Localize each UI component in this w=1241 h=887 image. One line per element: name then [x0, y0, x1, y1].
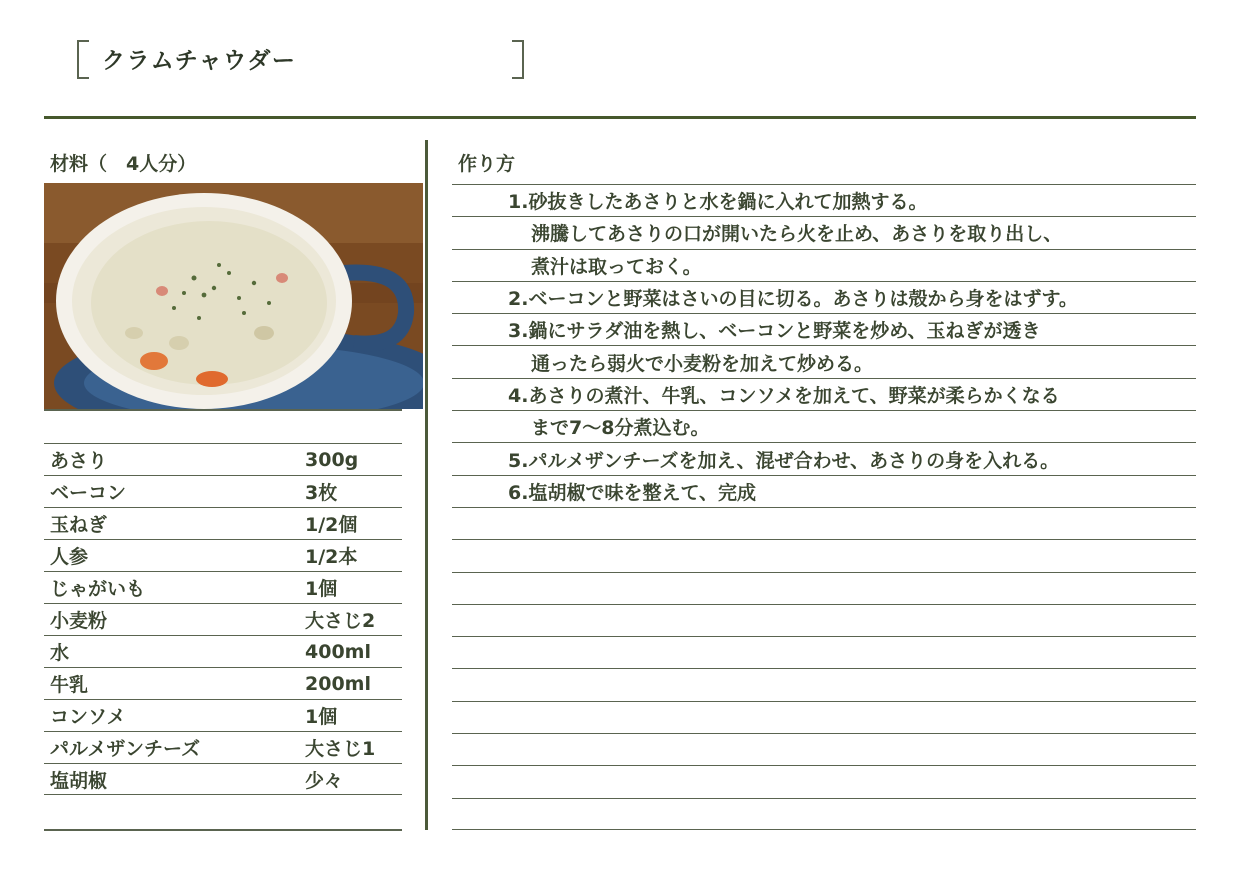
- method-steps: [452, 184, 1196, 830]
- step-line: 3.鍋にサラダ油を熱し、ベーコンと野菜を炒め、玉ねぎが透き: [452, 313, 1196, 345]
- ingredient-name: 塩胡椒: [50, 769, 108, 792]
- ingredient-qty: 1/2個: [305, 514, 358, 536]
- step-line: 6.塩胡椒で味を整えて、完成: [452, 475, 1196, 507]
- step-line: 4.あさりの煮汁、牛乳、コンソメを加えて、野菜が柔らかくなる: [452, 378, 1196, 410]
- step-line: 5.パルメザンチーズを加え、混ぜ合わせ、あさりの身を入れる。: [452, 442, 1196, 474]
- ingredient-name: じゃがいも: [50, 578, 146, 600]
- blank-line: [452, 798, 1196, 830]
- chowder-photo: [44, 183, 423, 409]
- ingredient-row: [44, 699, 402, 731]
- ingredient-row: [44, 667, 402, 699]
- ingredients-heading: 材料（ 4人分）: [50, 153, 197, 175]
- blank-line: [452, 604, 1196, 636]
- step-line: 煮汁は取っておく。: [452, 249, 1196, 281]
- title-bracket-right: [512, 40, 524, 79]
- step-line: 1.砂抜きしたあさりと水を鍋に入れて加熱する。: [452, 184, 1196, 216]
- method-heading: 作り方: [458, 153, 516, 175]
- ingredient-row: [44, 571, 402, 603]
- ingredient-qty: 1個: [305, 706, 338, 728]
- ingredient-qty: 1個: [305, 578, 338, 600]
- ingredient-qty: 300g: [305, 448, 359, 471]
- ingredient-qty: 400ml: [305, 640, 371, 663]
- ingredient-name: パルメザンチーズ: [50, 738, 201, 760]
- step-line: 沸騰してあさりの口が開いたら火を止め、あさりを取り出し、: [452, 216, 1196, 248]
- blank-line: [452, 636, 1196, 668]
- title-bracket-left: [77, 40, 89, 79]
- ingredient-row: [44, 443, 402, 475]
- ingredient-name: 水: [50, 642, 70, 664]
- ingredient-name: ベーコン: [50, 482, 127, 504]
- ingredient-qty: 200ml: [305, 672, 371, 695]
- blank-line: [452, 539, 1196, 571]
- ingredient-name: 人参: [50, 546, 89, 568]
- blank-line: [452, 701, 1196, 733]
- ingredient-row: [44, 763, 402, 795]
- ingredient-qty: 大さじ2: [305, 610, 376, 632]
- ingredient-name: あさり: [50, 450, 108, 472]
- ingredient-qty: 大さじ1: [305, 738, 376, 760]
- ingredient-qty: 3枚: [305, 482, 338, 504]
- ingredient-name: コンソメ: [50, 706, 126, 728]
- column-divider: [425, 140, 428, 830]
- ingredient-qty: 1/2本: [305, 546, 358, 568]
- recipe-title: クラムチャウダー: [102, 48, 297, 74]
- ingredients-table: [44, 443, 402, 795]
- ingredient-row: [44, 539, 402, 571]
- step-line: 通ったら弱火で小麦粉を加えて炒める。: [452, 345, 1196, 377]
- ingredient-row: [44, 635, 402, 667]
- ingredient-qty: 少々: [305, 769, 344, 792]
- step-line: まで7〜8分煮込む。: [452, 410, 1196, 442]
- photo-underline: [44, 409, 402, 411]
- ingredient-row: [44, 475, 402, 507]
- ingredient-name: 小麦粉: [50, 610, 108, 632]
- ingredient-row: [44, 603, 402, 635]
- header-rule: [44, 116, 1196, 119]
- step-line: 2.ベーコンと野菜はさいの目に切る。あさりは殻から身をはずす。: [452, 281, 1196, 313]
- ingredient-name: 玉ねぎ: [50, 514, 108, 536]
- blank-line: [452, 572, 1196, 604]
- blank-line: [452, 765, 1196, 797]
- blank-line: [452, 733, 1196, 765]
- ingredient-name: 牛乳: [50, 674, 89, 696]
- ingredients-bottom-rule: [44, 829, 402, 831]
- ingredient-row: [44, 731, 402, 763]
- blank-line: [452, 668, 1196, 700]
- blank-line: [452, 507, 1196, 539]
- ingredient-row: [44, 507, 402, 539]
